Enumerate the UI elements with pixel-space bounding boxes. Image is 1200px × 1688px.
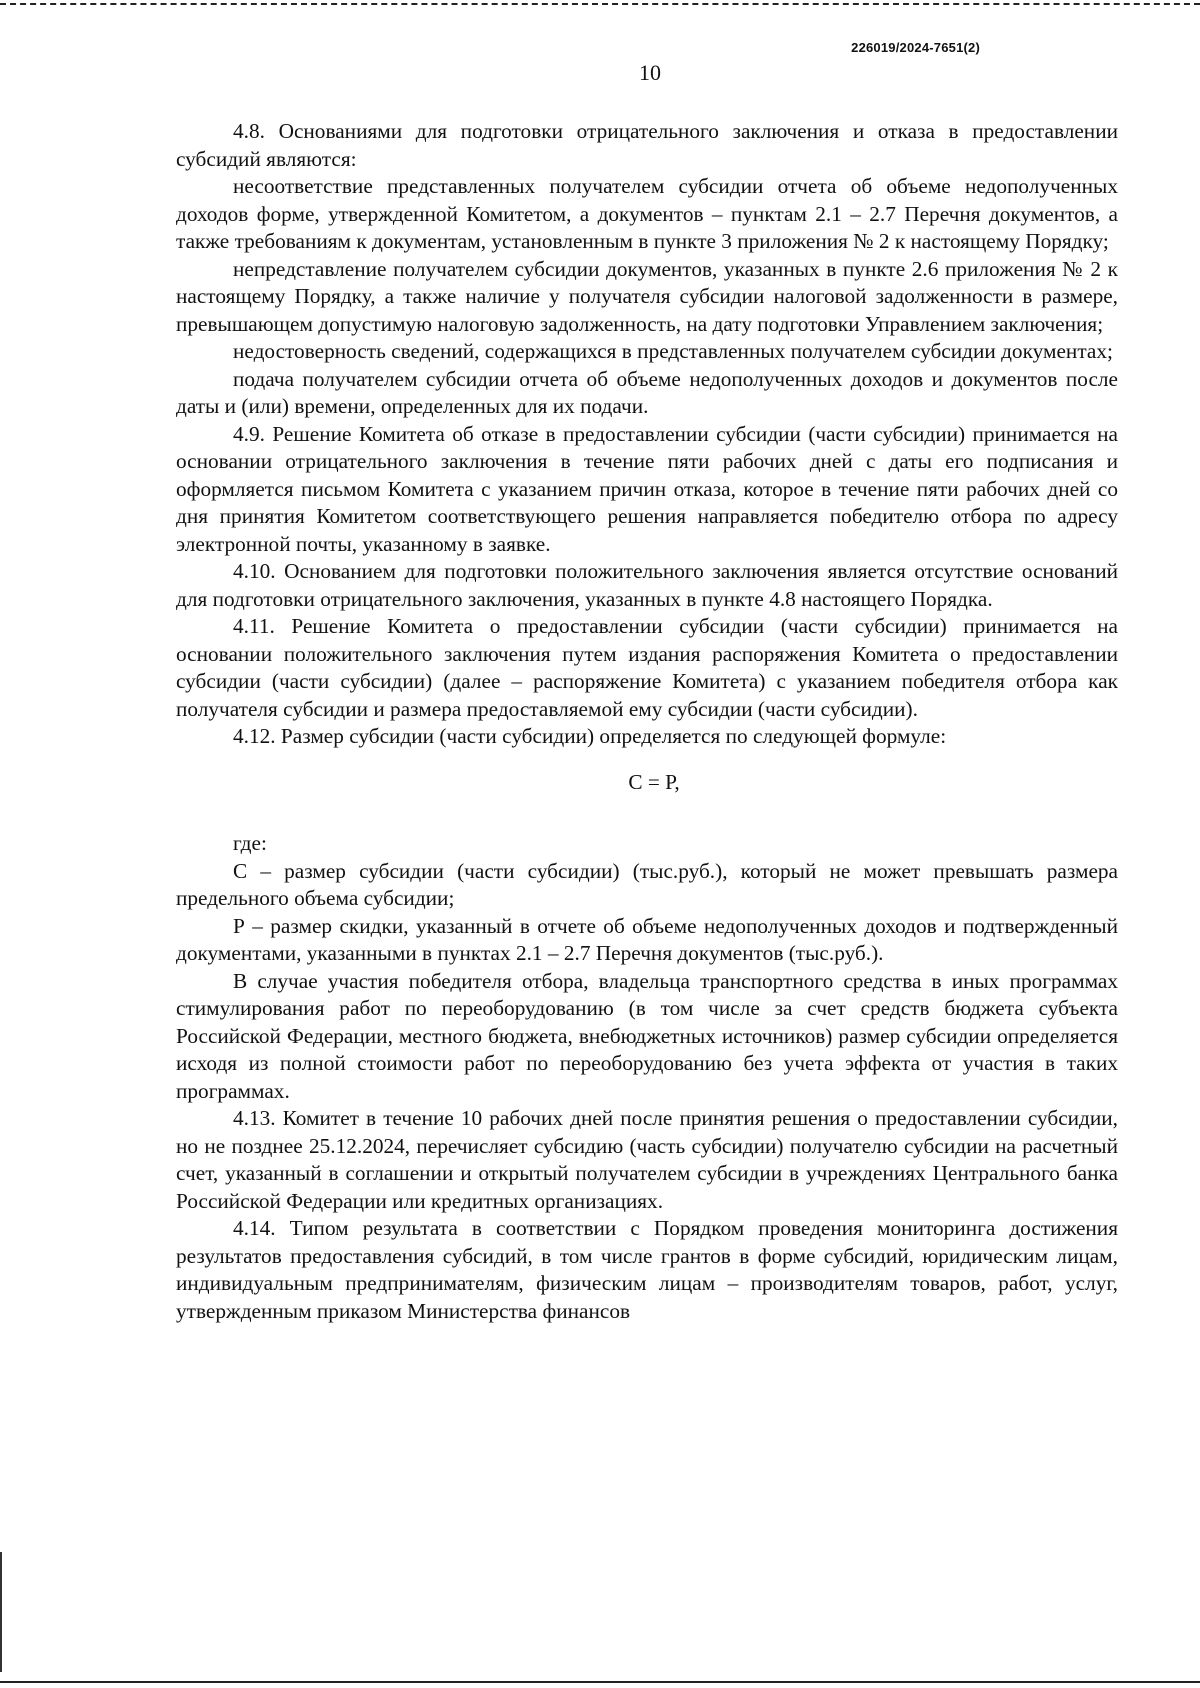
- paragraph-ground-unreliable: недостоверность сведений, содержащихся в представленных получателем субсидии документах;: [233, 339, 1113, 363]
- scan-border-top: [0, 3, 1200, 5]
- paragraph-4-10: 4.10. Основанием для подготовки положительного заключения является отсутствие оснований для подготовки отрицательного заключения, указанных в пункте 4.8 настоящего Порядка.: [176, 559, 1118, 611]
- scan-edge-left: [0, 1552, 2, 1672]
- paragraph-other-programs: В случае участия победителя отбора, владельца транспортного средства в иных программах стимулирования работ по переоборудованию (в том числе за счет средств бюджета субъекта Российской Федерации, местного бюджета, внебюджетных источников) размер субсидии определяется исходя из полной стоимости работ по переоборудованию без учета эффекта от участия в таких программах.: [176, 968, 1118, 1103]
- paragraph-4-12: 4.12. Размер субсидии (части субсидии) определяется по следующей формуле:: [233, 724, 947, 748]
- page-number: 10: [639, 60, 661, 85]
- paragraph-4-14: 4.14. Типом результата в соответствии с Порядком проведения мониторинга достижения результатов предоставления субсидий, в том числе грантов в форме субсидий, юридическим лицам, индивидуальным предпринимателям, физическим лицам – производителям товаров, работ, услуг, утвержденным приказом Министерства финансов: [176, 1216, 1118, 1323]
- scan-border-bottom: [0, 1681, 1200, 1683]
- paragraph-4-13: 4.13. Комитет в течение 10 рабочих дней после принятия решения о предоставлении субсидии, но не позднее 25.12.2024, перечисляет субсидию (часть субсидии) получателю субсидии на расчетный счет, указанный в соглашении и открытый получателем субсидии в учреждениях Центрального банка Российской Федерации или кредитных организациях.: [176, 1106, 1118, 1213]
- paragraph-ground-late-submission: подача получателем субсидии отчета об объеме недополученных доходов и документов после даты и (или) времени, определенных для их подачи.: [176, 366, 1118, 418]
- paragraph-4-11: 4.11. Решение Комитета о предоставлении субсидии (части субсидии) принимается на основании положительного заключения путем издания распоряжения Комитета о предоставлении субсидии (части субсидии) (далее – распоряжение Комитета) с указанием победителя отбора как получателя субсидии и размера предоставляемой ему субсидии (части субсидии).: [176, 614, 1118, 721]
- paragraph-ground-nonconformity: несоответствие представленных получателем субсидии отчета об объеме недополученных доходов форме, утвержденной Комитетом, а документов – пунктам 2.1 – 2.7 Перечня документов, а также требованиям к документам, установленным в пункте 3 приложения № 2 к настоящему Порядку;: [176, 174, 1118, 253]
- paragraph-ground-nonsubmission: непредставление получателем субсидии документов, указанных в пункте 2.6 приложения № 2 к настоящему Порядку, а также наличие у получателя субсидии налоговой задолженности в размере, превышающем допустимую налоговую задолженность, на дату подготовки Управлением заключения;: [176, 256, 1118, 336]
- document-body: [176, 118, 1118, 1325]
- paragraph-where: где:: [233, 831, 267, 855]
- document-number: 226019/2024-7651(2): [851, 40, 980, 55]
- paragraph-definition-p: Р – размер скидки, указанный в отчете об объеме недополученных доходов и подтвержденный документами, указанными в пунктах 2.1 – 2.7 Перечня документов (тыс.руб.).: [176, 913, 1118, 965]
- paragraph-4-9: 4.9. Решение Комитета об отказе в предоставлении субсидии (части субсидии) принимается на основании отрицательного заключения в течение пяти рабочих дней с даты его подписания и оформляется письмом Комитета с указанием причин отказа, которое в течение пяти рабочих дней со дня принятия Комитетом соответствующего решения направляется победителю отбора по адресу электронной почты, указанному в заявке.: [176, 421, 1118, 556]
- paragraph-4-8: 4.8. Основаниями для подготовки отрицательного заключения и отказа в предоставлении субсидий являются:: [176, 119, 1118, 171]
- formula: С = Р,: [628, 769, 680, 794]
- paragraph-definition-c: С – размер субсидии (части субсидии) (тыс.руб.), который не может превышать размера предельного объема субсидии;: [176, 858, 1118, 910]
